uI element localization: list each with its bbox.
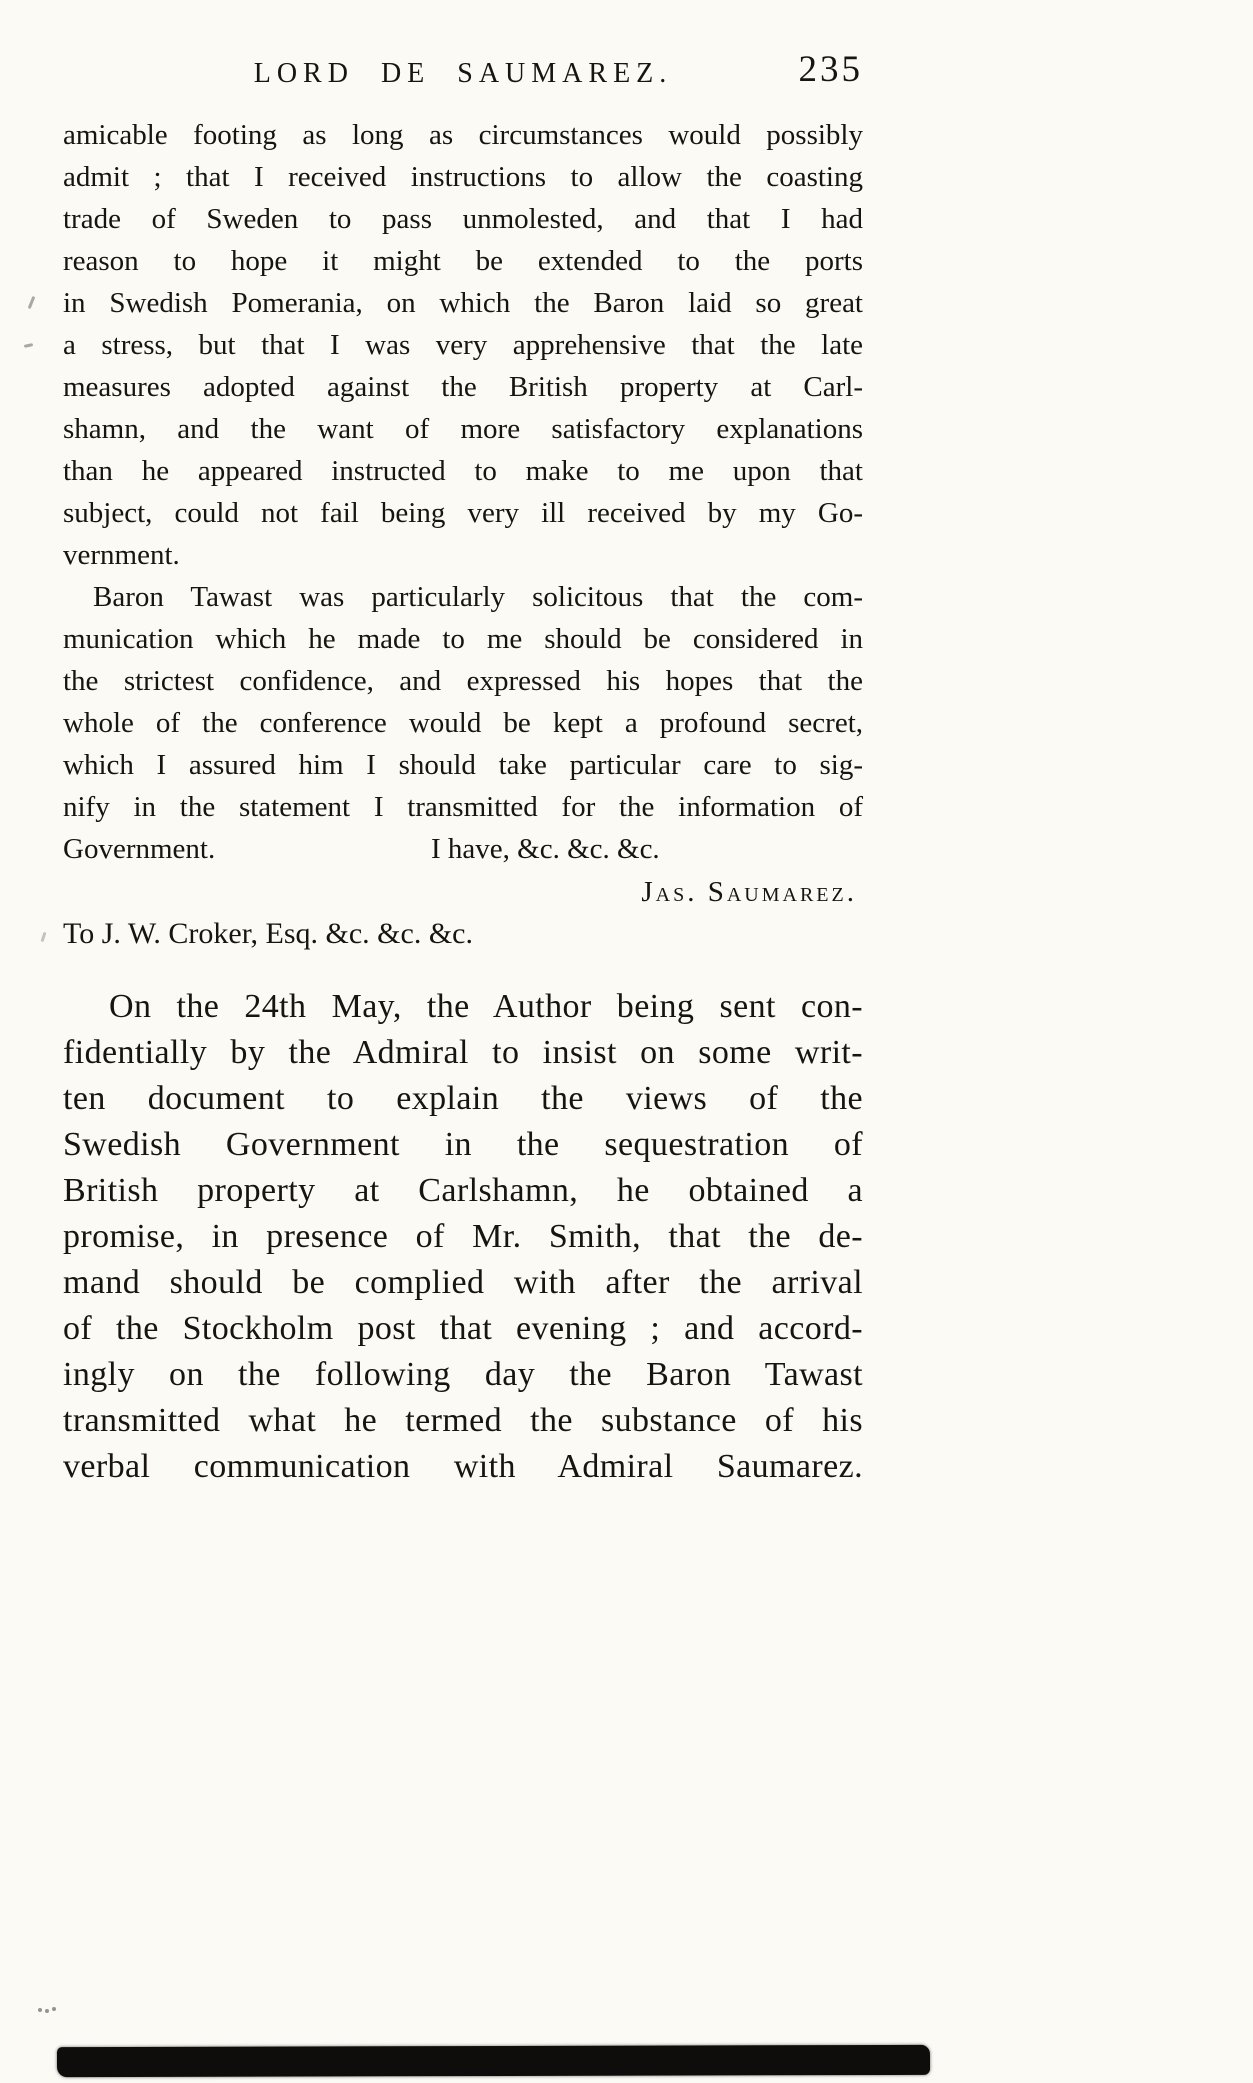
text-line: of the Stockholm post that evening ; and accord- [63, 1310, 863, 1347]
text-line: On the 24th May, the Author being sent con- [109, 988, 863, 1025]
scan-artifact-bar [57, 2045, 930, 2077]
signature-line: Jas. Saumarez. [641, 876, 857, 908]
paragraph-letter-body [63, 114, 863, 576]
text-line: ingly on the following day the Baron Tawast [63, 1356, 863, 1393]
text-line: which I assured him I should take particular care to sig- [63, 749, 863, 781]
text-block [63, 0, 863, 1490]
valediction: I have, &c. &c. &c. [431, 833, 660, 865]
text-line: shamn, and the want of more satisfactory explanations [63, 413, 863, 445]
addressee-line: To J. W. Croker, Esq. &c. &c. &c. [63, 917, 473, 950]
text-line: promise, in presence of Mr. Smith, that the de- [63, 1218, 863, 1255]
page-number: 235 [798, 49, 863, 90]
letter-closing-line [63, 828, 863, 870]
text-line: subject, could not fail being very ill received by my Go- [63, 497, 863, 529]
text-line: Baron Tawast was particularly solicitous that the com- [93, 581, 863, 613]
scan-artifact-mark [41, 932, 47, 942]
text-line: measures adopted against the British property at Carl- [63, 371, 863, 403]
closing-word: Government. [63, 833, 216, 865]
text-line: a stress, but that I was very apprehensive that the late [63, 329, 863, 361]
text-line: fidentially by the Admiral to insist on some writ- [63, 1034, 863, 1071]
running-header [63, 49, 863, 98]
text-line: verbal communication with Admiral Saumarez. [63, 1448, 863, 1485]
scan-artifact-mark [24, 343, 33, 348]
text-line: the strictest confidence, and expressed his hopes that the [63, 665, 863, 697]
text-line: admit ; that I received instructions to allow the coasting [63, 161, 863, 193]
text-line: whole of the conference would be kept a profound secret, [63, 707, 863, 739]
text-line: British property at Carlshamn, he obtained a [63, 1172, 863, 1209]
text-line: than he appeared instructed to make to me upon that [63, 455, 863, 487]
scan-artifact-dots [38, 2008, 42, 2012]
text-line: amicable footing as long as circumstances would possibly [63, 119, 863, 151]
text-line: trade of Sweden to pass unmolested, and that I had [63, 203, 863, 235]
text-line: transmitted what he termed the substance of his [63, 1402, 863, 1439]
text-line: Swedish Government in the sequestration of [63, 1126, 863, 1163]
text-line: reason to hope it might be extended to the ports [63, 245, 863, 277]
text-line: vernment. [63, 539, 180, 571]
text-line: ten document to explain the views of the [63, 1080, 863, 1117]
text-line: in Swedish Pomerania, on which the Baron laid so great [63, 287, 863, 319]
paragraph-narrative [63, 984, 863, 1490]
text-line: nify in the statement I transmitted for the information of [63, 791, 863, 823]
paragraph-confidence [63, 576, 863, 828]
text-line: mand should be complied with after the arrival [63, 1264, 863, 1301]
text-line: munication which he made to me should be considered in [63, 623, 863, 655]
running-header-title: LORD DE SAUMAREZ. [253, 58, 673, 89]
scan-artifact-mark [28, 296, 36, 309]
